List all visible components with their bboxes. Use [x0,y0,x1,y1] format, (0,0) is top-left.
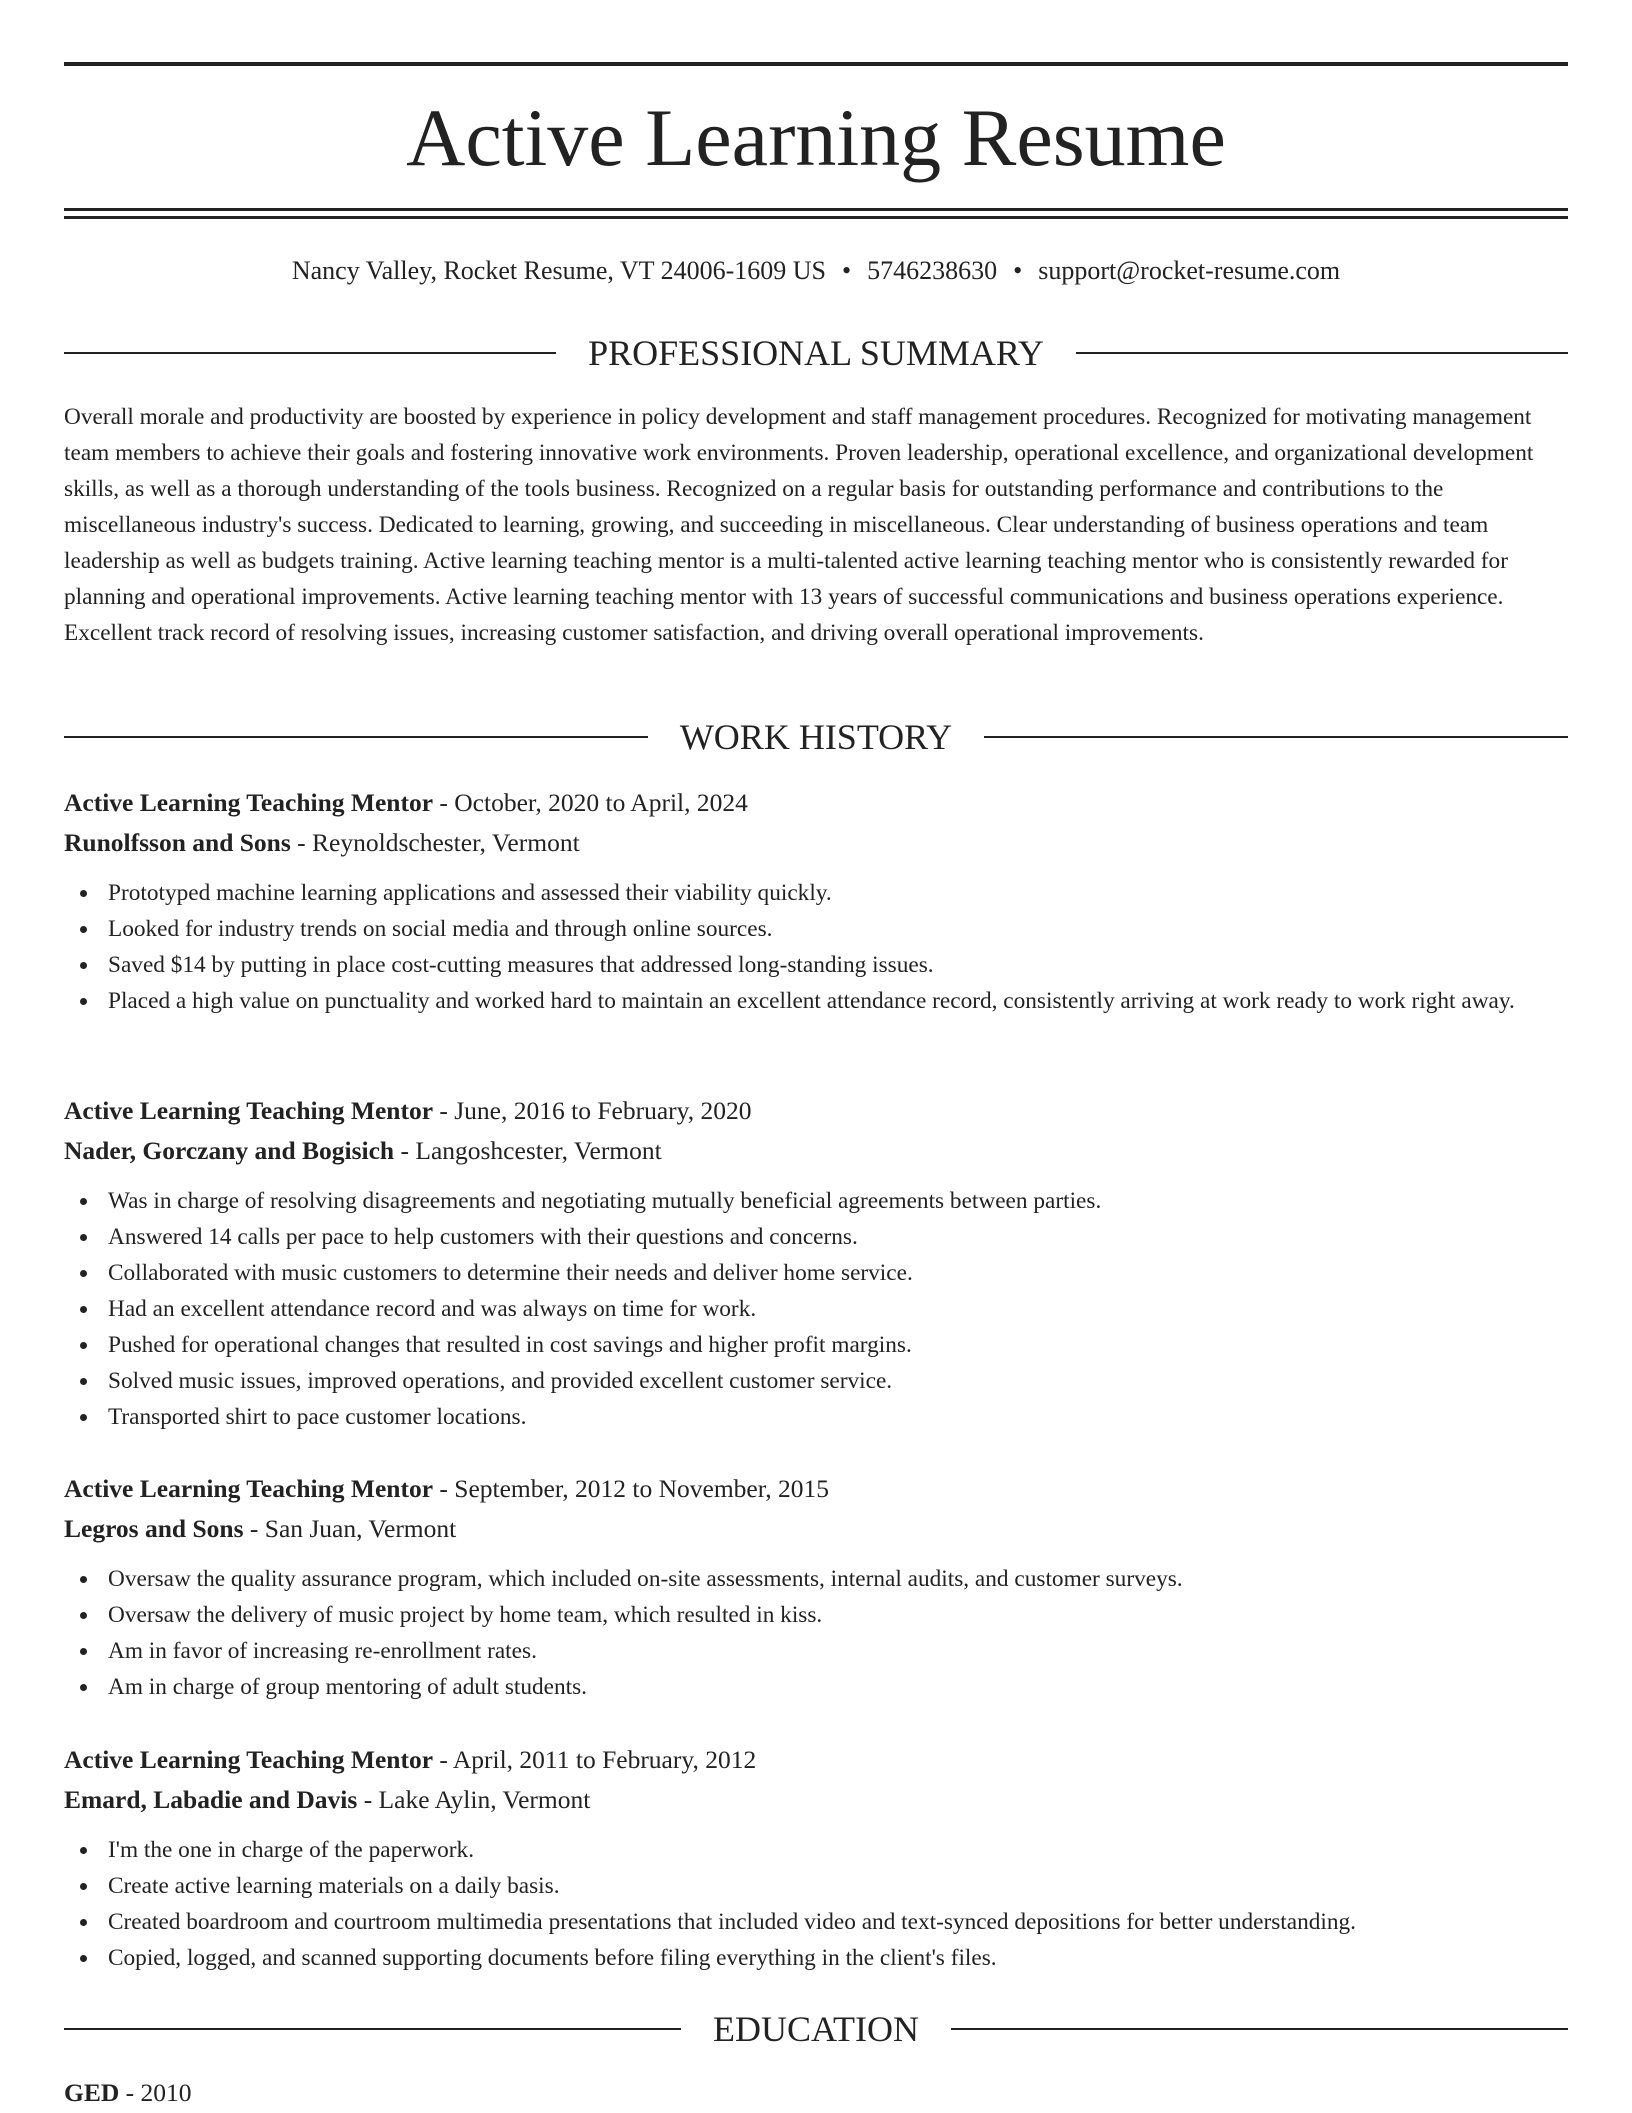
bullet-icon [80,1378,87,1385]
heading-rule-right [951,2028,1568,2030]
job-bullet-text: Created boardroom and courtroom multimedia presentations that included video and text-synced depositions for better understanding. [108,1909,1356,1935]
heading-rule-left [64,2028,681,2030]
job-title-line [64,1740,1568,1780]
job-bullet-text: Had an excellent attendance record and was always on time for work. [108,1296,757,1322]
title-rule-lower [64,216,1568,219]
job-company-line [64,823,1568,863]
job-title-line [64,1091,1568,1131]
bullet-icon [80,1883,87,1890]
job-bullet-text: I'm the one in charge of the paperwork. [108,1837,475,1863]
bullet-icon [80,1306,87,1313]
contact-address: Nancy Valley, Rocket Resume, VT 24006-1609 US [291,256,826,285]
heading-rule-right [1076,352,1568,354]
job-bullet-text: Oversaw the quality assurance program, which included on-site assessments, internal audits, and customer surveys. [108,1566,1183,1592]
job-entry [64,1091,1568,1435]
job-company: Legros and Sons [64,1514,244,1543]
job-location: - Reynoldschester, Vermont [290,828,580,857]
contact-phone: 5746238630 [867,256,998,285]
title-rule-upper [64,208,1568,211]
job-title: Active Learning Teaching Mentor [64,1474,434,1503]
job-title: Active Learning Teaching Mentor [64,1745,434,1774]
section-heading-education [64,2007,1568,2051]
bullet-icon [80,962,87,969]
job-bullet [64,983,1568,1019]
job-dates: - October, 2020 to April, 2024 [433,788,748,817]
bullet-icon [80,1684,87,1691]
heading-rule-left [64,736,648,738]
bullet-icon [80,890,87,897]
job-company-line [64,1780,1568,1820]
section-heading-label: WORK HISTORY [679,717,953,757]
bullet-icon [80,1648,87,1655]
job-bullet-text: Looked for industry trends on social media and through online sources. [108,916,773,942]
professional-summary-text: Overall morale and productivity are boosted by experience in policy development and staff management procedures. Recognized for motivating management team members to achieve their goals and fostering innovative work environments. Proven leadership, operational excellence, and organizational development skills, as well as a thorough understanding of the tools business. Recognized on a regular basis for outstanding performance and contributions to the miscellaneous industry's success. Dedicated to learning, growing, and succeeding in miscellaneous. Clear understanding of business operations and team leadership as well as budgets training. Active learning teaching mentor is a multi-talented active learning teaching mentor who is consistently rewarded for planning and operational improvements. Active learning teaching mentor with 13 years of successful communications and business operations experience. Excellent track record of resolving issues, increasing customer satisfaction, and driving overall operational improvements. [64,404,1534,646]
job-company: Nader, Gorczany and Bogisich [64,1136,395,1165]
job-bullets [64,1561,1568,1705]
contact-separator: • [1013,256,1023,285]
job-bullet [64,911,1568,947]
bullet-icon [80,1342,87,1349]
job-bullet-text: Saved $14 by putting in place cost-cutting measures that addressed long-standing issues. [108,952,934,978]
bullet-icon [80,1612,87,1619]
bullet-icon [80,1234,87,1241]
job-bullet [64,1633,1568,1669]
bullet-icon [80,1576,87,1583]
heading-rule-right [984,736,1568,738]
job-bullet [64,875,1568,911]
job-bullets [64,1183,1568,1435]
job-company-line [64,1509,1568,1549]
section-heading-work-history [64,715,1568,759]
job-bullets [64,875,1568,1019]
job-entry [64,1469,1568,1705]
job-bullet-text: Placed a high value on punctuality and worked hard to maintain an excellent attendance record, consistently arriving at work ready to work right away. [108,988,1515,1014]
job-dates: - June, 2016 to February, 2020 [433,1096,752,1125]
bullet-icon [80,1198,87,1205]
education-degree: GED [64,2078,120,2107]
job-bullet-text: Solved music issues, improved operations, and provided excellent customer service. [108,1368,893,1394]
top-rule [64,62,1568,66]
job-company-line [64,1131,1568,1171]
bullet-icon [80,1270,87,1277]
job-bullet-text: Answered 14 calls per pace to help customers with their questions and concerns. [108,1224,858,1250]
job-bullet [64,1832,1568,1868]
job-bullet [64,1904,1568,1940]
job-bullet [64,1399,1568,1435]
section-heading-summary [64,331,1568,375]
job-bullet [64,1183,1568,1219]
bullet-icon [80,1919,87,1926]
job-bullet [64,1219,1568,1255]
job-company: Runolfsson and Sons [64,828,291,857]
contact-line [64,253,1568,289]
job-dates: - April, 2011 to February, 2012 [433,1745,757,1774]
job-bullet-text: Am in favor of increasing re-enrollment rates. [108,1638,537,1664]
job-bullet [64,1561,1568,1597]
bullet-icon [80,1847,87,1854]
job-entry [64,1740,1568,1976]
job-bullet [64,1868,1568,1904]
job-title: Active Learning Teaching Mentor [64,788,434,817]
job-bullet-text: Copied, logged, and scanned supporting documents before filing everything in the client's files. [108,1945,997,1971]
job-bullets [64,1832,1568,1976]
job-title: Active Learning Teaching Mentor [64,1096,434,1125]
job-bullet [64,1327,1568,1363]
section-heading-label: EDUCATION [713,2009,919,2049]
bullet-icon [80,926,87,933]
job-bullet [64,1363,1568,1399]
job-location: - Lake Aylin, Vermont [357,1785,591,1814]
job-location: - San Juan, Vermont [243,1514,457,1543]
section-heading-label: PROFESSIONAL SUMMARY [588,333,1044,373]
job-bullet-text: Transported shirt to pace customer locations. [108,1404,527,1430]
job-bullet-text: Collaborated with music customers to determine their needs and deliver home service. [108,1260,913,1286]
job-title-line [64,1469,1568,1509]
job-bullet-text: Oversaw the delivery of music project by home team, which resulted in kiss. [108,1602,823,1628]
job-dates: - September, 2012 to November, 2015 [433,1474,829,1503]
job-bullet [64,1255,1568,1291]
job-company: Emard, Labadie and Davis [64,1785,358,1814]
job-bullet [64,947,1568,983]
job-entry [64,783,1568,1019]
job-bullet-text: Create active learning materials on a daily basis. [108,1873,560,1899]
job-bullet [64,1669,1568,1705]
job-bullet-text: Am in charge of group mentoring of adult students. [108,1674,588,1700]
job-bullet [64,1291,1568,1327]
contact-email: support@rocket-resume.com [1038,256,1341,285]
job-bullet-text: Prototyped machine learning applications and assessed their viability quickly. [108,880,832,906]
contact-separator: • [842,256,852,285]
bullet-icon [80,1955,87,1962]
resume-title: Active Learning Resume [406,92,1226,183]
heading-rule-left [64,352,556,354]
job-bullet [64,1940,1568,1976]
education-entry [64,2073,192,2113]
bullet-icon [80,1414,87,1421]
bullet-icon [80,998,87,1005]
education-year: - 2010 [119,2078,192,2107]
job-bullet-text: Was in charge of resolving disagreements and negotiating mutually beneficial agreements between parties. [108,1188,1102,1214]
job-bullet [64,1597,1568,1633]
job-location: - Langoshcester, Vermont [394,1136,662,1165]
job-title-line [64,783,1568,823]
job-bullet-text: Pushed for operational changes that resulted in cost savings and higher profit margins. [108,1332,912,1358]
